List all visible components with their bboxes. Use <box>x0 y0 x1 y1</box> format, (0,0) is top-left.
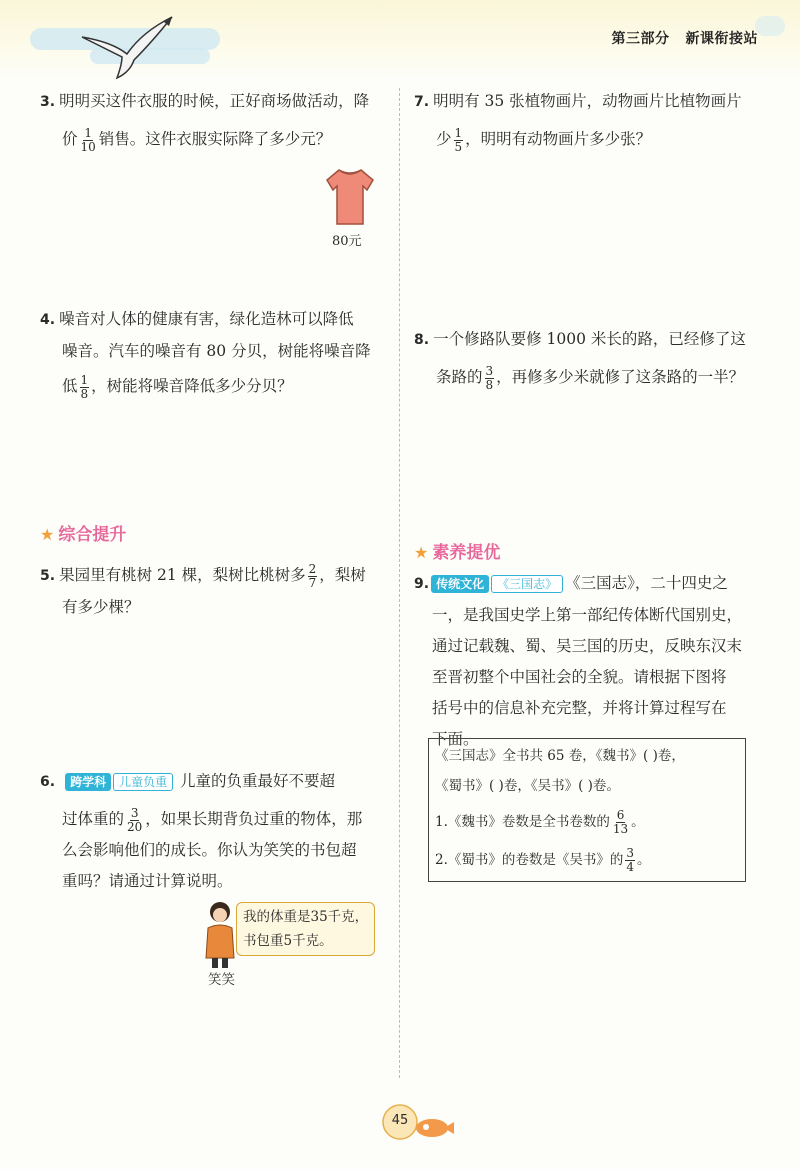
question-9 <box>414 568 764 755</box>
question-text: 销售。这件衣服实际降了多少元？ <box>98 130 332 148</box>
header-part: 第三部分 <box>611 31 670 47</box>
question-5 <box>40 560 390 623</box>
page-badge-icon <box>370 1100 460 1146</box>
question-text: 一个修路队要修 1000 米长的路，已经修了这 <box>433 330 746 348</box>
star-icon: ★ <box>40 525 55 544</box>
box-text: 1.《魏书》卷数是全书卷数的 <box>435 814 610 830</box>
speech-bubble <box>236 902 375 956</box>
speech-text: 书包重5千克。 <box>243 933 333 949</box>
fraction: $\frac{1}{5}$ <box>454 125 463 154</box>
question-number: 6. <box>40 774 56 790</box>
question-text: ，如果长期背负过重的物体，那 <box>145 810 363 828</box>
question-text: 噪音。汽车的噪音有 80 分贝，树能将噪音降 <box>62 342 371 360</box>
box-text: 《三国志》全书共 65 卷，《魏书》( )卷， <box>435 748 685 764</box>
question-text: 价 <box>62 130 78 148</box>
character-name: 笑笑 <box>208 972 235 988</box>
fraction: $\frac{3}{4}$ <box>626 846 635 874</box>
question-text: 果园里有桃树 21 棵，梨树比桃树多 <box>59 566 306 584</box>
question-text: ，再修多少米就修了这条路的一半？ <box>496 368 745 386</box>
question-text: 少 <box>436 130 452 148</box>
question-text: 儿童的负重最好不要超 <box>180 772 336 790</box>
question-text: 《三国志》，二十四史之 <box>565 574 728 592</box>
topic-tag: 儿童负重 <box>113 773 173 791</box>
fraction: $\frac{1}{10}$ <box>80 125 96 154</box>
page-number: 45 <box>391 1113 409 1128</box>
star-icon: ★ <box>414 543 429 562</box>
section-heading: ★ 素养提优 <box>414 543 501 563</box>
fraction: $\frac{6}{13}$ <box>612 808 629 836</box>
shirt-icon <box>325 166 375 228</box>
question-8 <box>414 324 764 393</box>
box-text: 《蜀书》( )卷，《吴书》( )卷。 <box>435 778 620 794</box>
question-number: 4. <box>40 312 56 328</box>
question-number: 5. <box>40 568 56 584</box>
question-7 <box>414 86 764 155</box>
header-section: 新课衔接站 <box>685 31 758 47</box>
question-number: 3. <box>40 94 56 110</box>
subject-tag: 跨学科 <box>65 773 111 791</box>
section-heading: ★ 综合提升 <box>40 525 127 545</box>
question-text: 么会影响他们的成长。你认为笑笑的书包超 <box>62 841 357 859</box>
cloud-decoration <box>755 16 785 36</box>
column-divider <box>399 88 400 1078</box>
question-text: 明明有 35 张植物画片，动物画片比植物画片 <box>433 92 742 110</box>
info-box: 《三国志》全书共 65 卷，《魏书》( )卷， 《蜀书》( )卷，《吴书》( )卷。 1.《魏书》卷数是全书卷数的 $\frac{6}{13}$ 。 2.《蜀书》的卷数是《吴书》的 $\frac{3}{4}$ 。 <box>428 738 746 882</box>
question-text: 一，是我国史学上第一部纪传体断代国别史， <box>432 606 743 624</box>
question-4 <box>40 304 390 402</box>
subject-tag: 传统文化 <box>431 575 489 593</box>
fraction: $\frac{3}{20}$ <box>127 805 143 834</box>
speech-text: 我的体重是35千克， <box>243 909 369 925</box>
question-text: ，明明有动物画片多少张？ <box>465 130 652 148</box>
question-text: 有多少棵？ <box>62 598 140 616</box>
fraction: $\frac{3}{8}$ <box>485 363 494 392</box>
question-text: ，树能将噪音降低多少分贝？ <box>91 377 293 395</box>
question-number: 8. <box>414 332 430 348</box>
topic-tag: 《三国志》 <box>491 575 563 593</box>
question-text: 噪音对人体的健康有害，绿化造林可以降低 <box>59 310 354 328</box>
question-text: 重吗？请通过计算说明。 <box>62 872 233 890</box>
fraction: $\frac{2}{7}$ <box>308 561 317 590</box>
shirt-price: 80元 <box>332 234 362 249</box>
question-text: 条路的 <box>436 368 483 386</box>
box-text: 2.《蜀书》的卷数是《吴书》的 <box>435 852 624 868</box>
question-text: 低 <box>62 377 78 395</box>
question-text: 过体重的 <box>62 810 125 828</box>
question-3 <box>40 86 390 155</box>
question-text: 至晋初整个中国社会的全貌。请根据下图将 <box>432 668 727 686</box>
question-text: 明明买这件衣服的时候，正好商场做活动，降 <box>59 92 370 110</box>
question-6 <box>40 766 390 897</box>
question-text: 下面。 <box>432 730 479 748</box>
question-number: 9. <box>414 576 430 592</box>
seagull-icon <box>72 12 182 82</box>
question-text: 通过记载魏、蜀、吴三国的历史，反映东汉末 <box>432 637 743 655</box>
question-text: 括号中的信息补充完整，并将计算过程写在 <box>432 699 727 717</box>
question-number: 7. <box>414 94 430 110</box>
fraction: $\frac{1}{8}$ <box>80 372 89 401</box>
header-title <box>596 28 759 48</box>
question-text: ，梨树 <box>319 566 366 584</box>
